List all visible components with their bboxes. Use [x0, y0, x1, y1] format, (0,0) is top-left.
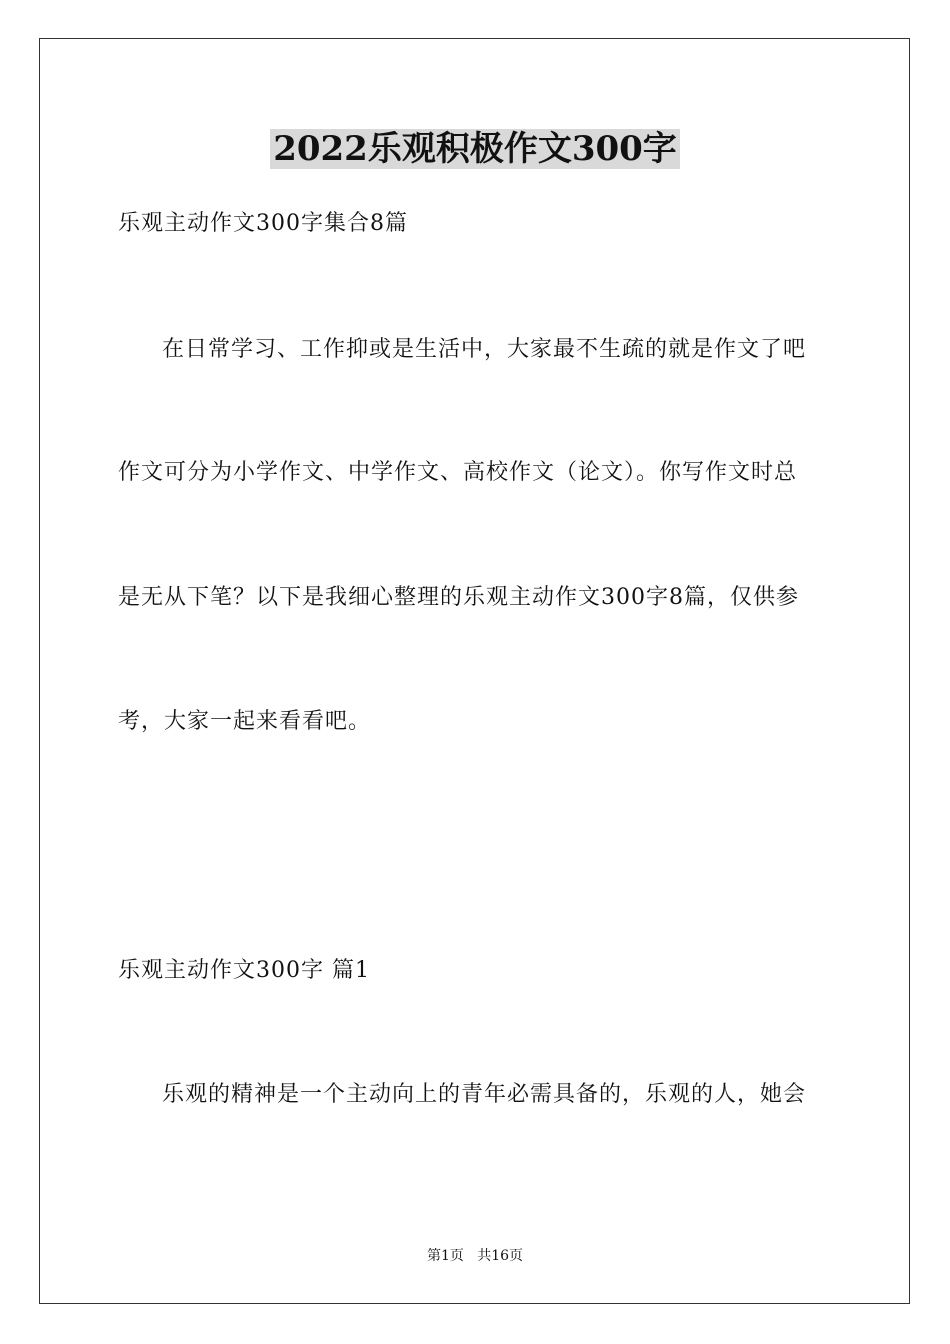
document-title-text: 2022乐观积极作文300字 [270, 129, 680, 169]
section-1-line-1: 乐观的精神是一个主动向上的青年必需具备的，乐观的人，她会 [162, 1082, 807, 1107]
document-title [0, 124, 950, 174]
collection-subtitle: 乐观主动作文300字集合8篇 [118, 211, 408, 236]
page-number-footer: 第1页 共16页 [426, 1248, 524, 1264]
intro-line-3: 是无从下笔？以下是我细心整理的乐观主动作文300字8篇，仅供参 [118, 585, 799, 610]
intro-line-4: 考，大家一起来看看吧。 [118, 709, 372, 734]
intro-line-2: 作文可分为小学作文、中学作文、高校作文（论文）。你写作文时总 [118, 460, 798, 485]
section-1-heading: 乐观主动作文300字 篇1 [118, 958, 370, 983]
intro-line-1: 在日常学习、工作抑或是生活中，大家最不生疏的就是作文了吧 [162, 337, 807, 362]
